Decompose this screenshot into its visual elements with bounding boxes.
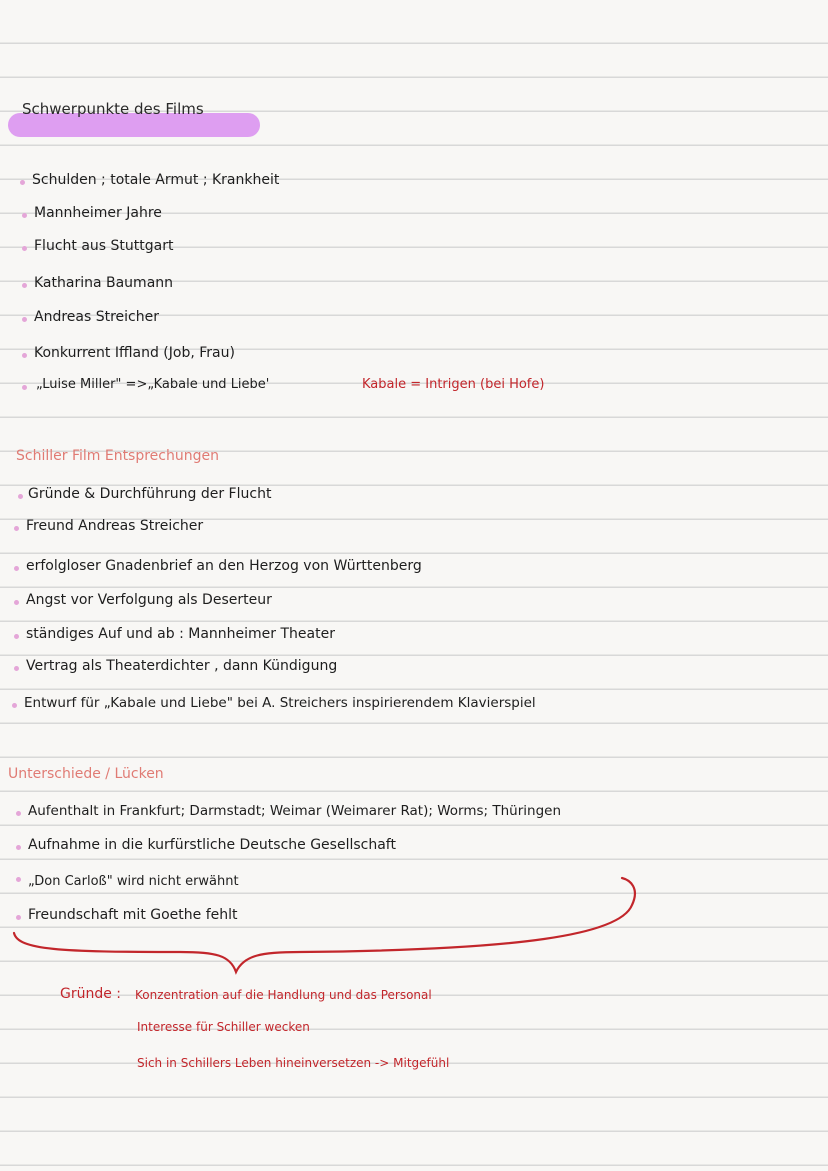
list-item: Aufenthalt in Frankfurt; Darmstadt; Weimar (Weimarer Rat); Worms; Thüringen	[28, 803, 562, 819]
side-note: Kabale = Intrigen (bei Hofe)	[362, 377, 545, 392]
list-item: ständiges Auf und ab : Mannheimer Theater	[26, 626, 335, 642]
list-item: Mannheimer Jahre	[34, 205, 162, 221]
list-item: Konkurrent Iffland (Job, Frau)	[34, 345, 235, 361]
list-item: erfolgloser Gnadenbrief an den Herzog von Württenberg	[26, 558, 422, 574]
list-item: Freundschaft mit Goethe fehlt	[28, 907, 238, 923]
list-item: Flucht aus Stuttgart	[34, 238, 174, 254]
reason-line: Konzentration auf die Handlung und das Personal	[135, 988, 432, 1002]
section-title: Unterschiede / Lücken	[8, 766, 164, 782]
list-item: Schulden ; totale Armut ; Krankheit	[32, 172, 280, 188]
list-item: Andreas Streicher	[34, 309, 159, 325]
reason-line: Sich in Schillers Leben hineinversetzen -> Mitgefühl	[137, 1056, 450, 1070]
reasons-label: Gründe :	[60, 986, 122, 1002]
list-item: Gründe & Durchführung der Flucht	[28, 486, 272, 502]
list-item: Entwurf für „Kabale und Liebe" bei A. Streichers inspirierendem Klavierspiel	[24, 695, 536, 711]
page-heading: Schwerpunkte des Films	[22, 100, 204, 118]
list-item: „Don Carloß" wird nicht erwähnt	[28, 874, 239, 889]
list-item: Katharina Baumann	[34, 275, 174, 291]
list-item: Angst vor Verfolgung als Deserteur	[26, 592, 272, 608]
section-title: Schiller Film Entsprechungen	[16, 448, 219, 464]
list-item: Freund Andreas Streicher	[26, 518, 204, 534]
list-item: „Luise Miller" =>„Kabale und Liebe'	[36, 377, 270, 392]
list-item: Aufnahme in die kurfürstliche Deutsche Gesellschaft	[28, 837, 396, 853]
list-item: Vertrag als Theaterdichter , dann Kündigung	[26, 658, 338, 674]
reason-line: Interesse für Schiller wecken	[137, 1020, 310, 1034]
